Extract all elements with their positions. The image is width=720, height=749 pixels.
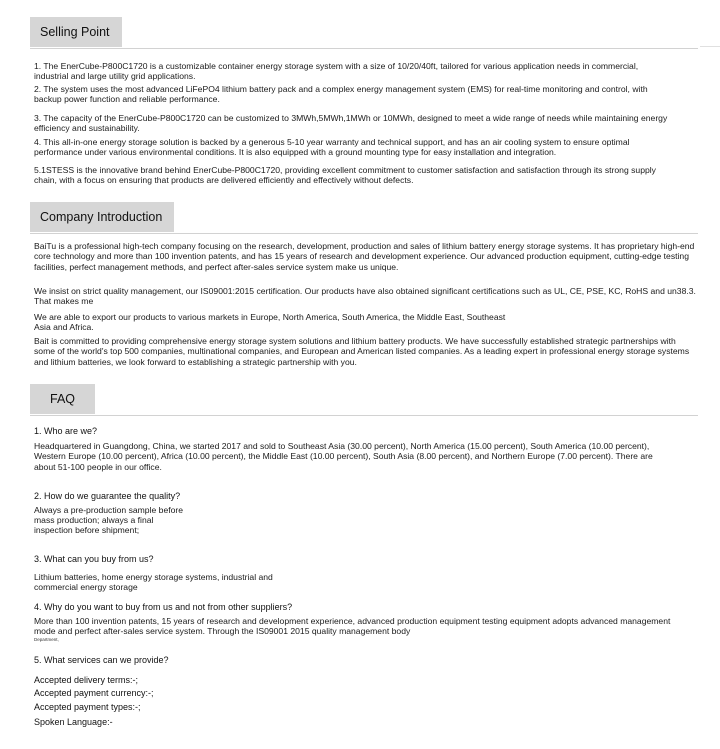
company-intro-paragraph: Bait is committed to providing comprehensive energy storage system solutions and lithium battery products. We have successfully established strategic partnerships with some of the world's top 500 companies, multinational companies, and European and American listed companies. As a leading expert in professional energy storage systems and lithium batteries, we look forward to establishing a strategic partnership with you.	[34, 336, 690, 367]
faq-answer-footnote: Department,	[34, 637, 59, 642]
company-intro-paragraph: BaiTu is a professional high-tech company focusing on the research, development, production and sales of lithium battery energy storage systems. It has proprietary high-end core technology and more than 100 invention patents, and has 15 years of research and development experience. Our advanced production equipment, cutting-edge testing facilities, perfect management methods, and perfect after-sales service system make us unique.	[34, 241, 695, 272]
payment-currency: Accepted payment currency:-;	[34, 688, 154, 698]
faq-answer-line: commercial energy storage	[34, 582, 138, 592]
company-intro-paragraph: Asia and Africa.	[34, 322, 94, 332]
faq-question: 1. Who are we?	[34, 426, 98, 436]
payment-types: Accepted payment types:-;	[34, 702, 141, 712]
faq-answer-line: inspection before shipment;	[34, 525, 140, 535]
faq-question: 5. What services can we provide?	[34, 655, 169, 665]
company-intro-header	[0, 202, 720, 232]
faq-answer: Headquartered in Guangdong, China, we started 2017 and sold to Southeast Asia (30.00 percent), North America (15.00 percent), South America (10.00 percent), Western Europe (10.00 percent), Africa (10.00 percent), the Middle East (10.00 percent), South Asia (8.00 percent), and Northern Europe (7.00 percent). There are about 51-100 people in our office.	[34, 441, 653, 472]
selling-point-2: 2. The system uses the most advanced LiFePO4 lithium battery pack and a complex energy management system (EMS) for real-time monitoring and control, with backup power function and reliable performance.	[34, 84, 648, 105]
faq-header	[0, 384, 720, 414]
selling-point-4: 4. This all-in-one energy storage solution is backed by a generous 5-10 year warranty and technical support, and has an air cooling system to ensure optimal performance under various environmental conditions. It is also equipped with a ground mounting type for easy installation and integration.	[34, 137, 630, 158]
divider	[30, 415, 698, 416]
faq-answer-line: Always a pre-production sample before	[34, 505, 184, 515]
faq-question: 3. What can you buy from us?	[34, 554, 154, 564]
company-intro-paragraph: We insist on strict quality management, our IS09001:2015 certification. Our products have also obtained significant certifications such as UL, CE, PSE, KC, RoHS and un38.3. That makes me	[34, 286, 696, 307]
selling-point-5: 5.1STESS is the innovative brand behind EnerCube-P800C1720, providing excellent commitment to customer satisfaction and satisfaction through its strong supply chain, with a focus on ensuring that products are delivered efficiently and effectively without defects.	[34, 165, 656, 186]
faq-answer-line: mass production; always a final	[34, 515, 154, 525]
selling-point-header	[0, 17, 720, 47]
faq-answer: More than 100 invention patents, 15 years of research and development experience, advanced production equipment testing equipment adopts advanced management mode and perfect after-sales service system. Through the IS09001 2015 quality management body	[34, 616, 671, 637]
faq-title: FAQ	[30, 384, 95, 414]
divider	[30, 233, 698, 234]
divider	[30, 48, 698, 49]
company-intro-paragraph: We are able to export our products to various markets in Europe, North America, South America, the Middle East, Southeast	[34, 312, 506, 322]
delivery-terms: Accepted delivery terms:-;	[34, 675, 139, 685]
faq-answer-line: Lithium batteries, home energy storage systems, industrial and	[34, 572, 273, 582]
selling-point-title: Selling Point	[30, 17, 122, 47]
company-intro-title: Company Introduction	[30, 202, 174, 232]
faq-question: 2. How do we guarantee the quality?	[34, 491, 181, 501]
selling-point-3: 3. The capacity of the EnerCube-P800C1720 can be customized to 3MWh,5MWh,1MWh or 10MWh, designed to meet a wide range of needs while maintaining energy efficiency and sustainability.	[34, 113, 668, 134]
selling-point-1: 1. The EnerCube-P800C1720 is a customizable container energy storage system with a size of 10/20/40ft, tailored for various application needs in commercial, industrial and large utility grid applications.	[34, 61, 639, 82]
divider	[700, 46, 720, 47]
spoken-language: Spoken Language:-	[34, 717, 113, 727]
faq-question: 4. Why do you want to buy from us and not from other suppliers?	[34, 602, 293, 612]
